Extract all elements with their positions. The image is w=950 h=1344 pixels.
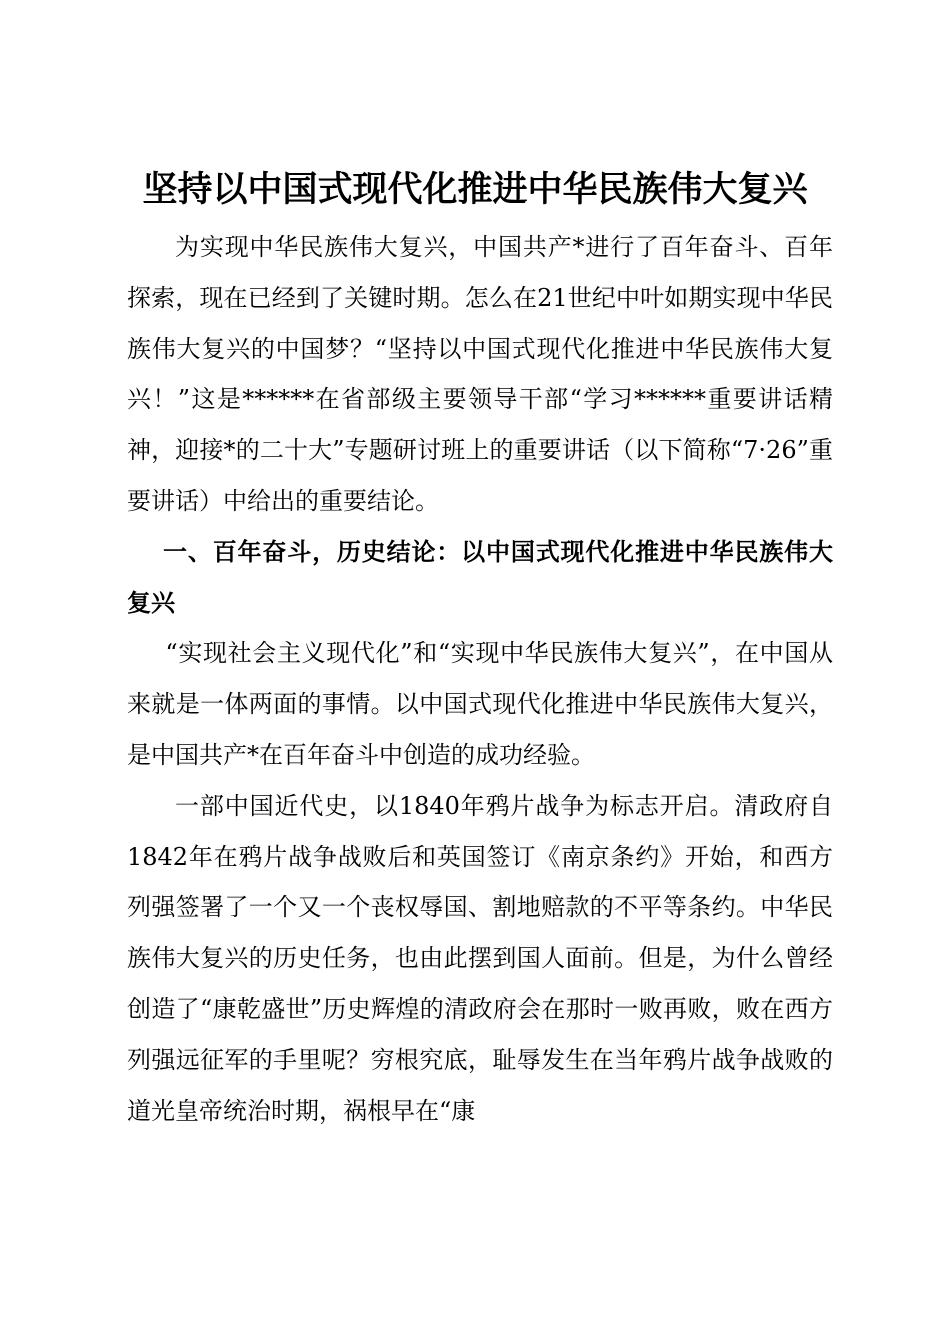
document-title: 坚持以中国式现代化推进中华民族伟大复兴: [142, 170, 808, 210]
paragraph-modernization: “实现社会主义现代化”和“实现中华民族伟大复兴”，在中国从来就是一体两面的事情。以中国式现代化推进中华民族伟大复兴，是中国共产*在百年奋斗中创造的成功经验。: [127, 639, 833, 769]
section-heading-1: 一、百年奋斗，历史结论：以中国式现代化推进中华民族伟大复兴: [127, 537, 833, 617]
paragraph-modern-history: 一部中国近代史，以1840年鸦片战争为标志开启。清政府自1842年在鸦片战争战败后和英国签订《南京条约》开始，和西方列强签署了一个又一个丧权辱国、割地赔款的不平等条约。中华民族伟大复兴的历史任务，也由此摆到国人面前。但是，为什么曾经创造了“康乾盛世”历史辉煌的清政府会在那时一败再败，败在西方列强远征军的手里呢？穷根究底，耻辱发生在当年鸦片战争战败的道光皇帝统治时期，祸根早在“康: [127, 791, 833, 1125]
paragraph-intro: 为实现中华民族伟大复兴，中国共产*进行了百年奋斗、百年探索，现在已经到了关键时期。怎么在21世纪中叶如期实现中华民族伟大复兴的中国梦？“坚持以中国式现代化推进中华民族伟大复兴！”这是******在省部级主要领导干部“学习******重要讲话精神，迎接*的二十大”专题研讨班上的重要讲话（以下简称“7·26”重要讲话）中给出的重要结论。: [127, 233, 833, 515]
document-body: [127, 222, 833, 1136]
